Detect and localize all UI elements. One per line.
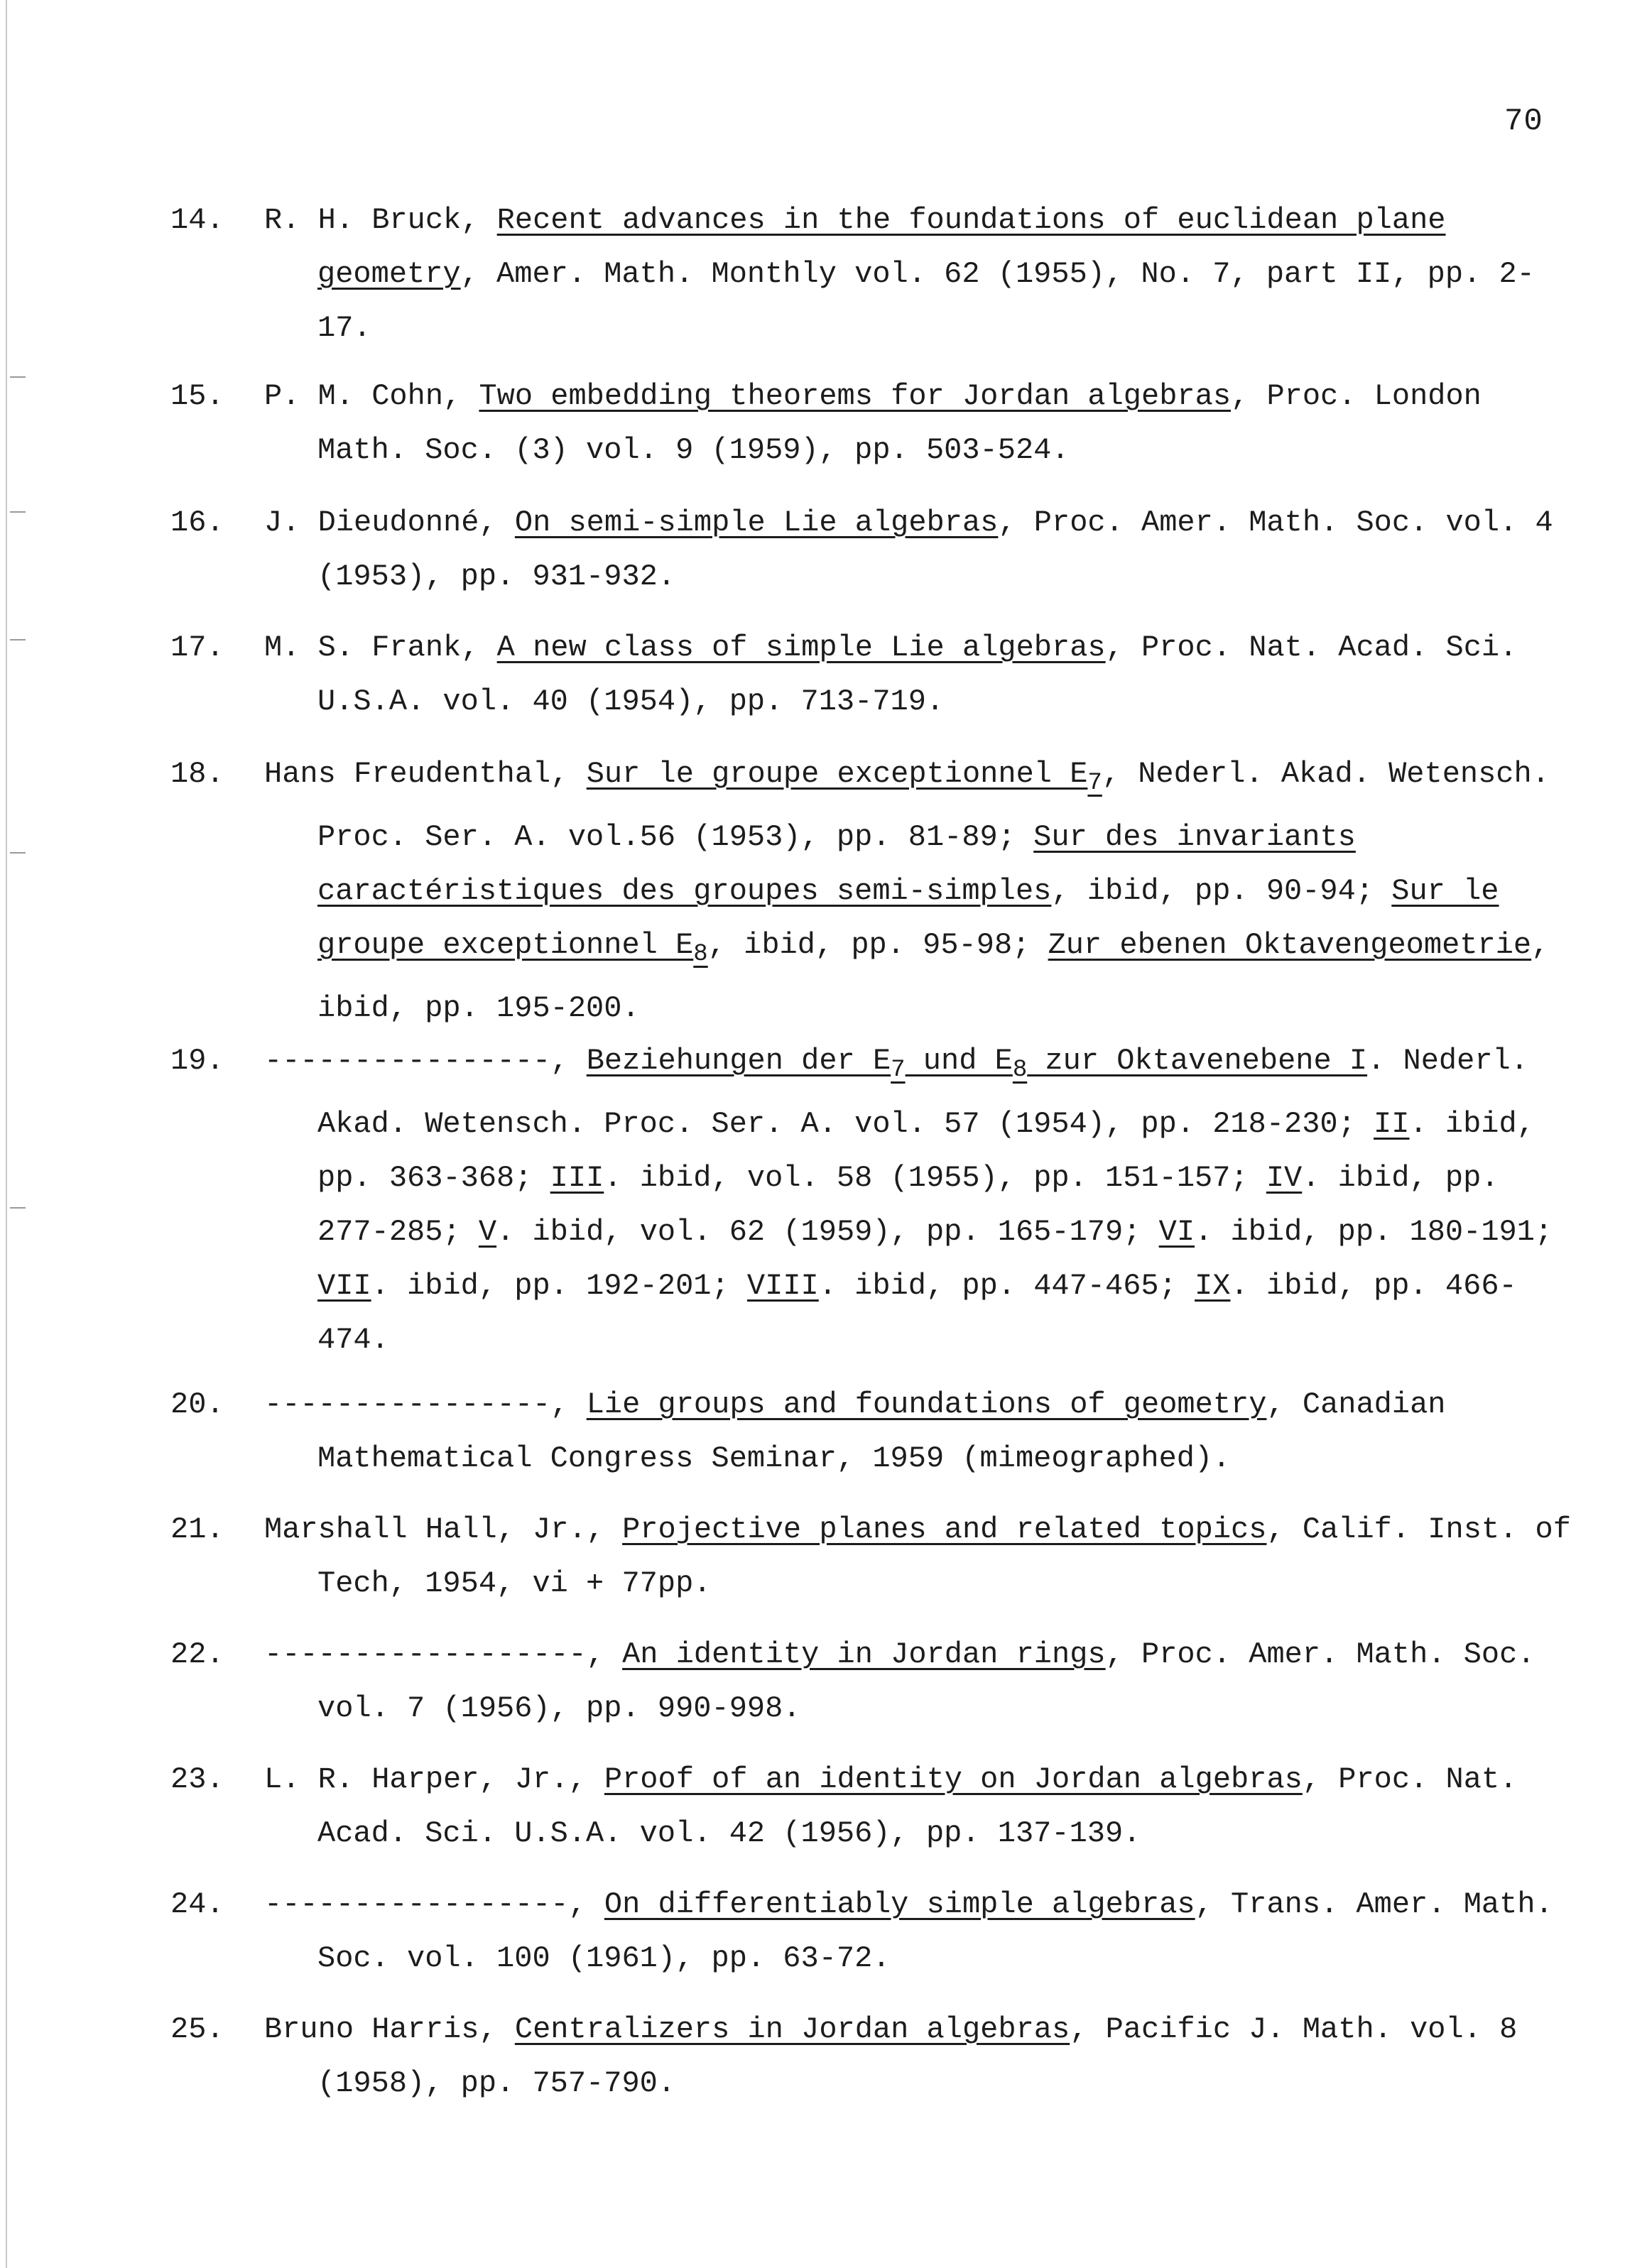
underlined-title-segment: IV xyxy=(1266,1161,1303,1195)
reference-number: 25. xyxy=(170,2012,224,2046)
underlined-title-segment: Sur le groupe exceptionnel E xyxy=(317,874,1499,962)
underlined-title-segment: Centralizers in Jordan algebras xyxy=(514,2012,1070,2046)
reference-segment: , Proc. Amer. Math. Soc. vol. 7 (1956), pp. 990-998. xyxy=(317,1637,1535,1725)
reference-item xyxy=(170,1378,1577,1485)
underlined-title-segment: Sur des invariants caractéristiques des groupes semi-simples xyxy=(317,820,1356,908)
reference-text xyxy=(264,621,1577,729)
reference-segment: . ibid, pp. 447-465; xyxy=(818,1269,1195,1303)
reference-item xyxy=(170,369,1577,477)
reference-text xyxy=(264,369,1577,477)
reference-segment: , Nederl. Akad. Wetensch. Proc. Ser. A. vol.56 (1953), pp. 81-89; xyxy=(317,757,1550,854)
reference-text xyxy=(264,193,1577,355)
scan-edge-line xyxy=(6,0,7,2268)
reference-number: 22. xyxy=(170,1637,224,1672)
reference-segment: Hans Freudenthal, xyxy=(264,757,587,791)
reference-segment: J. Dieudonné, xyxy=(264,506,515,540)
reference-text xyxy=(264,747,1577,1035)
reference-number: 14. xyxy=(170,203,224,237)
reference-item xyxy=(170,747,1577,1035)
reference-number: 19. xyxy=(170,1044,224,1078)
underlined-title-segment: An identity in Jordan rings xyxy=(622,1637,1106,1672)
reference-segment: . ibid, pp. 277-285; xyxy=(317,1161,1499,1249)
page-number: 70 xyxy=(1504,104,1543,139)
reference-number: 20. xyxy=(170,1387,224,1422)
reference-segment: , Calif. Inst. of Tech, 1954, vi + 77pp. xyxy=(317,1512,1571,1601)
underlined-title-segment: VII xyxy=(317,1269,371,1303)
underlined-title-segment: A new class of simple Lie algebras xyxy=(496,631,1106,665)
reference-segment: ------------------, xyxy=(264,1637,623,1672)
reference-segment: , Canadian Mathematical Congress Seminar, 1959 (mimeographed). xyxy=(317,1387,1446,1476)
margin-mark xyxy=(10,376,26,378)
reference-text xyxy=(264,1628,1577,1735)
underlined-title-segment: III xyxy=(550,1161,604,1195)
margin-mark xyxy=(10,852,26,854)
reference-segment: . ibid, pp. 466-474. xyxy=(317,1269,1517,1357)
underlined-title-segment: V xyxy=(478,1215,497,1249)
margin-mark xyxy=(10,639,26,640)
subscript: 8 xyxy=(1012,1057,1028,1084)
reference-number: 23. xyxy=(170,1762,224,1797)
underlined-title-segment: und E xyxy=(905,1044,1013,1078)
reference-segment: L. R. Harper, Jr., xyxy=(264,1762,604,1797)
underlined-title-segment: On semi-simple Lie algebras xyxy=(514,506,999,540)
reference-segment: . ibid, pp. 363-368; xyxy=(317,1107,1535,1195)
subscript: 7 xyxy=(1087,770,1102,797)
reference-item xyxy=(170,193,1577,355)
underlined-title-segment: Recent advances in the foundations of euclidean plane geometry xyxy=(317,203,1446,291)
underlined-title-segment: Sur le groupe exceptionnel E xyxy=(586,757,1088,791)
reference-item xyxy=(170,1877,1577,1985)
reference-segment: -----------------, xyxy=(264,1887,604,1921)
reference-segment: . ibid, vol. 62 (1959), pp. 165-179; xyxy=(496,1215,1159,1249)
reference-segment: , ibid, pp. 95-98; xyxy=(707,928,1048,962)
underlined-title-segment: Lie groups and foundations of geometry xyxy=(586,1387,1267,1422)
reference-segment: , Pacific J. Math. vol. 8 (1958), pp. 757-790. xyxy=(317,2012,1518,2100)
underlined-title-segment: Beziehungen der E xyxy=(586,1044,891,1078)
reference-segment: . ibid, vol. 58 (1955), pp. 151-157; xyxy=(604,1161,1266,1195)
reference-segment: , Proc. Nat. Acad. Sci. U.S.A. vol. 42 (1956), pp. 137-139. xyxy=(317,1762,1518,1850)
reference-text xyxy=(264,1752,1577,1860)
reference-segment: , Trans. Amer. Math. Soc. vol. 100 (1961), pp. 63-72. xyxy=(317,1887,1553,1975)
reference-segment: . Nederl. Akad. Wetensch. Proc. Ser. A. vol. 57 (1954), pp. 218-230; xyxy=(317,1044,1528,1141)
subscript: 8 xyxy=(693,941,708,968)
reference-segment: , Amer. Math. Monthly vol. 62 (1955), No. 7, part II, pp. 2-17. xyxy=(317,257,1535,345)
reference-number: 24. xyxy=(170,1887,224,1921)
reference-segment: Bruno Harris, xyxy=(264,2012,515,2046)
margin-mark xyxy=(10,1207,26,1209)
underlined-title-segment: IX xyxy=(1195,1269,1231,1303)
reference-segment: ----------------, xyxy=(264,1387,587,1422)
reference-segment: , Proc. Nat. Acad. Sci. U.S.A. vol. 40 (1954), pp. 713-719. xyxy=(317,631,1518,719)
underlined-title-segment: On differentiably simple algebras xyxy=(604,1887,1195,1921)
underlined-title-segment: Zur ebenen Oktavengeometrie xyxy=(1048,928,1532,962)
reference-segment: , Proc. London Math. Soc. (3) vol. 9 (1959), pp. 503-524. xyxy=(317,379,1482,467)
underlined-title-segment: VI xyxy=(1158,1215,1195,1249)
reference-number: 17. xyxy=(170,631,224,665)
reference-number: 16. xyxy=(170,506,224,540)
reference-text xyxy=(264,2002,1577,2110)
underlined-title-segment: VIII xyxy=(746,1269,819,1303)
reference-segment: , ibid, pp. 90-94; xyxy=(1051,874,1392,908)
reference-item xyxy=(170,1034,1577,1367)
underlined-title-segment: II xyxy=(1374,1107,1410,1141)
reference-segment: P. M. Cohn, xyxy=(264,379,479,413)
reference-item xyxy=(170,1752,1577,1860)
margin-mark xyxy=(10,511,26,513)
reference-segment: R. H. Bruck, xyxy=(264,203,497,237)
reference-text xyxy=(264,1034,1577,1367)
reference-text xyxy=(264,1378,1577,1485)
reference-text xyxy=(264,1877,1577,1985)
subscript: 7 xyxy=(891,1057,906,1084)
underlined-title-segment: Proof of an identity on Jordan algebras xyxy=(604,1762,1303,1797)
reference-segment: , Proc. Amer. Math. Soc. vol. 4 (1953), pp. 931-932. xyxy=(317,506,1553,594)
reference-segment: ----------------, xyxy=(264,1044,587,1078)
reference-segment: . ibid, pp. 192-201; xyxy=(371,1269,747,1303)
underlined-title-segment: Projective planes and related topics xyxy=(622,1512,1267,1547)
reference-segment: . ibid, pp. 180-191; xyxy=(1195,1215,1553,1249)
reference-item xyxy=(170,496,1577,604)
reference-item xyxy=(170,1628,1577,1735)
reference-segment: M. S. Frank, xyxy=(264,631,497,665)
reference-item xyxy=(170,2002,1577,2110)
reference-text xyxy=(264,1503,1577,1610)
reference-number: 21. xyxy=(170,1512,224,1547)
reference-segment: Marshall Hall, Jr., xyxy=(264,1512,623,1547)
reference-item xyxy=(170,621,1577,729)
underlined-title-segment: zur Oktavenebene I xyxy=(1027,1044,1368,1078)
reference-number: 18. xyxy=(170,757,224,791)
underlined-title-segment: Two embedding theorems for Jordan algebras xyxy=(479,379,1232,413)
reference-item xyxy=(170,1503,1577,1610)
reference-text xyxy=(264,496,1577,604)
reference-number: 15. xyxy=(170,379,224,413)
reference-segment: , ibid, pp. 195-200. xyxy=(317,928,1550,1025)
